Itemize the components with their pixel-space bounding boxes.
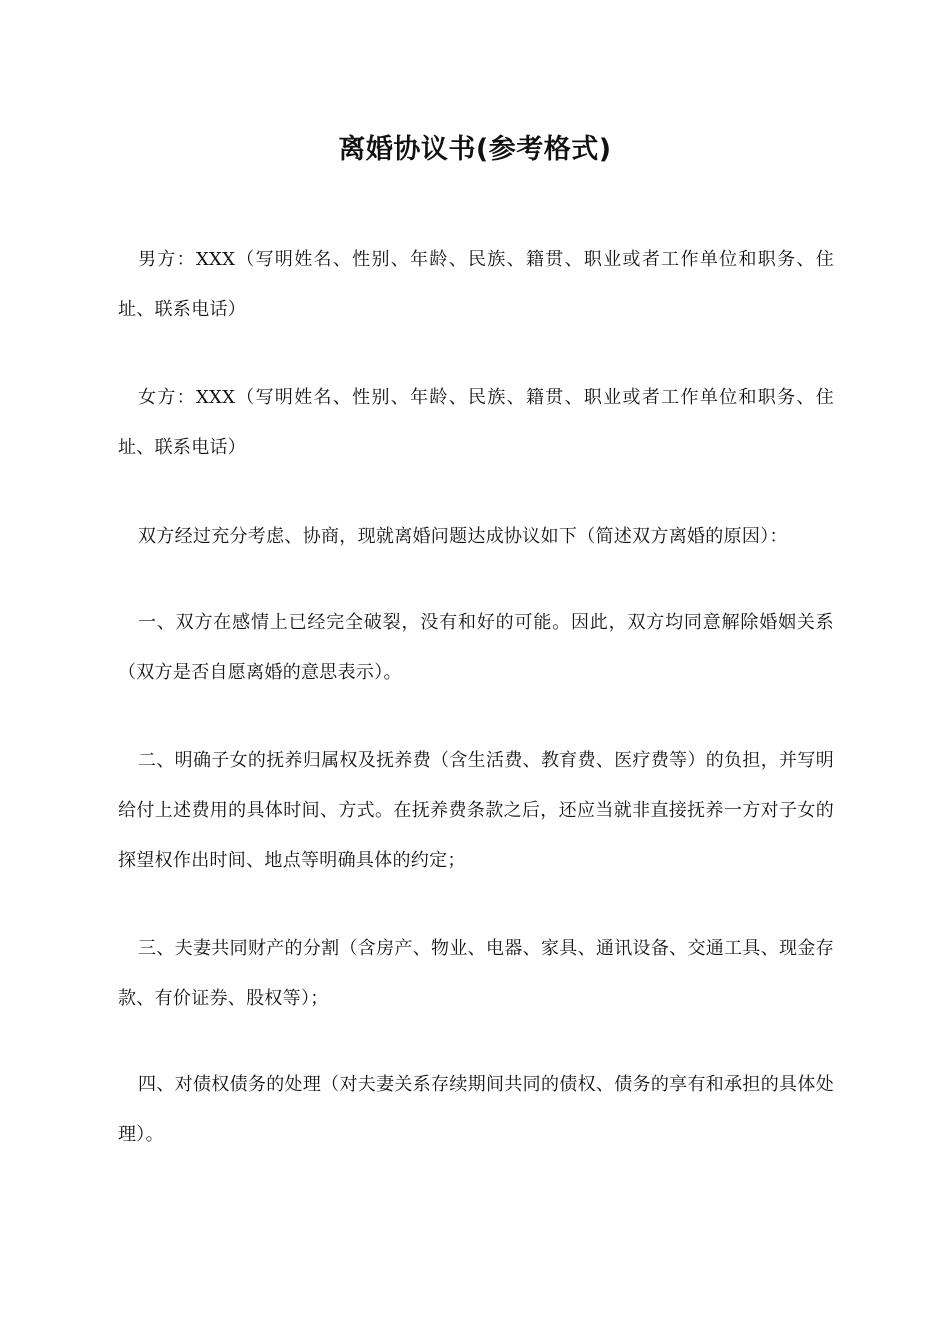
paragraph-clause-3: 三、夫妻共同财产的分割（含房产、物业、电器、家具、通讯设备、交通工具、现金存款、有价证券、股权等）； [118, 938, 834, 1009]
paragraph-clause-1: 一、双方在感情上已经完全破裂，没有和好的可能。因此，双方均同意解除婚姻关系（双方是否自愿离婚的意思表示）。 [118, 612, 834, 683]
paragraph-male-party: 男方：XXX（写明姓名、性别、年龄、民族、籍贯、职业或者工作单位和职务、住址、联系电话） [118, 249, 834, 320]
paragraph-agreement-intro: 双方经过充分考虑、协商，现就离婚问题达成协议如下（简述双方离婚的原因）： [138, 526, 788, 547]
paragraph-clause-2: 二、明确子女的抚养归属权及抚养费（含生活费、教育费、医疗费等）的负担，并写明给付上述费用的具体时间、方式。在抚养费条款之后，还应当就非直接抚养一方对子女的探望权作出时间、地点等明确具体的约定； [118, 750, 834, 871]
document-title: 离婚协议书(参考格式) [338, 134, 612, 165]
paragraph-female-party: 女方：XXX（写明姓名、性别、年龄、民族、籍贯、职业或者工作单位和职务、住址、联系电话） [118, 387, 834, 458]
paragraph-clause-4: 四、对债权债务的处理（对夫妻关系存续期间共同的债权、债务的享有和承担的具体处理）。 [118, 1074, 834, 1145]
